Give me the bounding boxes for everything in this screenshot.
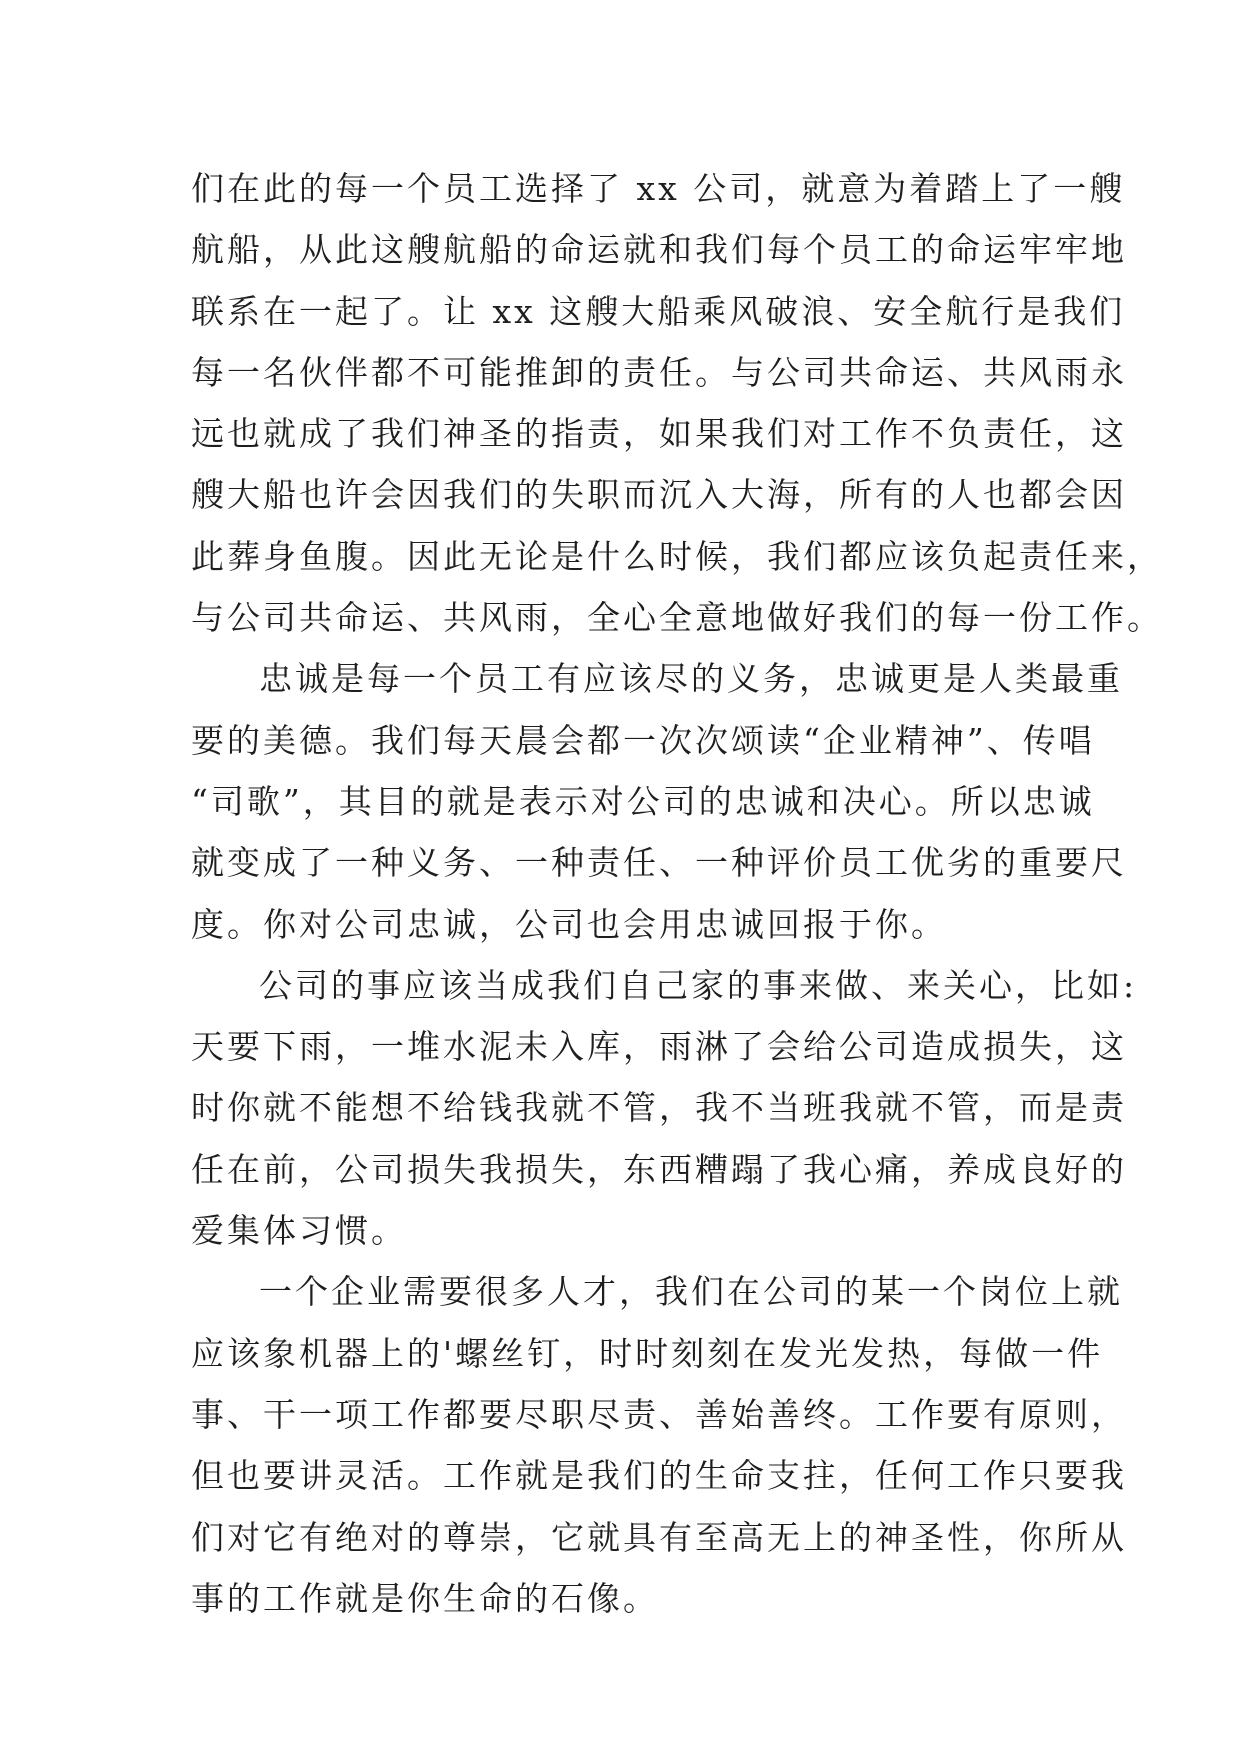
text-line: 们在此的每一个员工选择了 xx 公司，就意为着踏上了一艘 [191, 169, 1126, 208]
text-line: 事的工作就是你生命的石像。 [191, 1578, 659, 1618]
text-line: 一个企业需要很多人才，我们在公司的某一个岗位上就 [259, 1272, 1123, 1312]
text-line: 此葬身鱼腹。因此无论是什么时候，我们都应该负起责任来， [191, 536, 1163, 576]
text-line: 就变成了一种义务、一种责任、一种评价员工优劣的重要尺 [191, 843, 1127, 883]
text-line: 时你就不能想不给钱我就不管，我不当班我就不管，而是责 [191, 1088, 1127, 1128]
text-line: 艘大船也许会因我们的失职而沉入大海，所有的人也都会因 [191, 475, 1127, 515]
text-line: 忠诚是每一个员工有应该尽的义务，忠诚更是人类最重 [259, 659, 1123, 699]
text-line: “司歌”，其目的就是表示对公司的忠诚和决心。所以忠诚 [191, 781, 1095, 821]
body-text [191, 158, 1163, 1629]
text-line: 任在前，公司损失我损失，东西糟蹋了我心痛，养成良好的 [191, 1149, 1127, 1189]
text-line: 爱集体习惯。 [191, 1211, 407, 1251]
text-line: 度。你对公司忠诚，公司也会用忠诚回报于你。 [191, 904, 947, 944]
text-line: 每一名伙伴都不可能推卸的责任。与公司共命运、共风雨永 [191, 352, 1127, 392]
text-line: 天要下雨，一堆水泥未入库，雨淋了会给公司造成损失，这 [191, 1027, 1127, 1067]
text-line: 应该象机器上的'螺丝钉，时时刻刻在发光发热，每做一件 [191, 1333, 1104, 1373]
text-line: 们对它有绝对的尊崇，它就具有至高无上的神圣性，你所从 [191, 1517, 1127, 1557]
text-line: 远也就成了我们神圣的指责，如果我们对工作不负责任，这 [191, 414, 1127, 454]
text-line: 与公司共命运、共风雨，全心全意地做好我们的每一份工作。 [191, 598, 1163, 638]
text-line: 要的美德。我们每天晨会都一次次颂读“企业精神”、传唱 [191, 720, 1095, 760]
text-line: 公司的事应该当成我们自己家的事来做、来关心，比如: [259, 965, 1138, 1005]
text-line: 联系在一起了。让 xx 这艘大船乘风破浪、安全航行是我们 [191, 291, 1126, 331]
text-line: 事、干一项工作都要尽职尽责、善始善终。工作要有原则， [191, 1394, 1127, 1434]
text-line: 航船，从此这艘航船的命运就和我们每个员工的命运牢牢地 [191, 230, 1127, 270]
text-line: 但也要讲灵活。工作就是我们的生命支拄，任何工作只要我 [191, 1456, 1127, 1496]
